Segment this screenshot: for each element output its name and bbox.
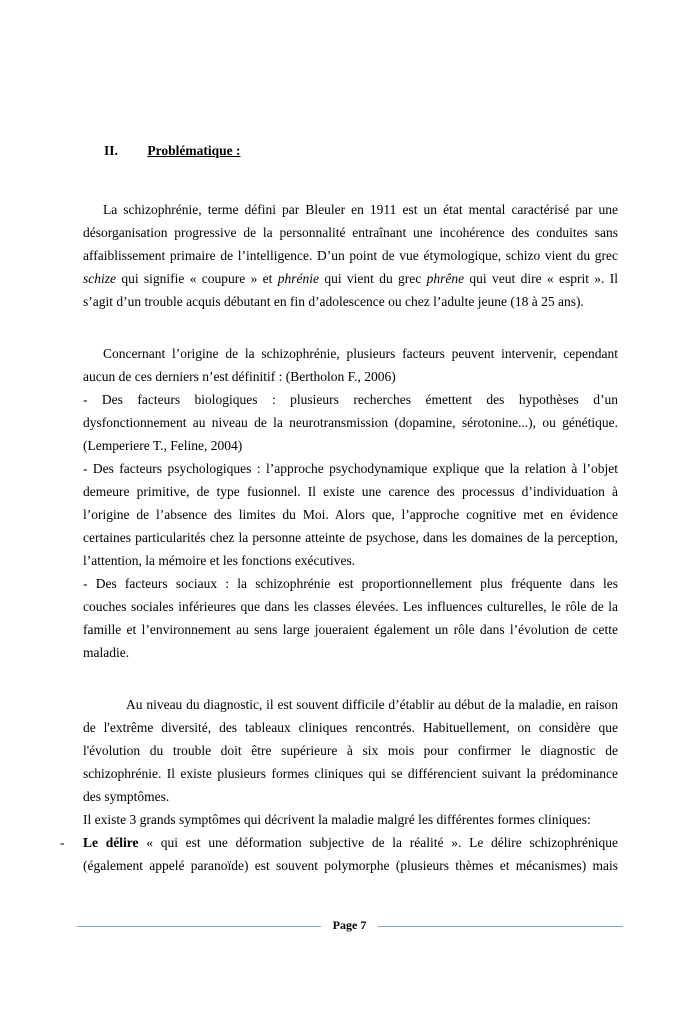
text-fragment: qui veut dire « esprit ». Il [464,271,618,286]
term-phrenie: phrénie [277,271,319,286]
text-line: maladie. [83,645,130,660]
text-line: famille et l’environnement au sens large joueraient également un rôle dans l’évolution de cette [83,622,618,637]
section-title: Problématique : [147,143,241,158]
text-line: des symptômes. [83,789,170,804]
text-line: (également appelé paranoïde) est souvent polymorphe (plusieurs thèmes et mécanismes) mais [83,858,618,873]
text-line: Il existe 3 grands symptômes qui décrivent la maladie malgré les différentes formes cliniques: [83,812,591,827]
paragraph-definition [83,198,618,313]
text-line-social: - Des facteurs sociaux : la schizophrénie est proportionnellement plus fréquente dans les [83,576,618,591]
text-fragment: « qui est une déformation subjective de la réalité ». Le délire schizophrénique [138,835,618,850]
page-number: Page 7 [332,918,367,932]
text-line: dysfonctionnement au niveau de la neurotransmission (dopamine, sérotonine...), ou génétique. [83,415,618,430]
text-line-biological: - Des facteurs biologiques : plusieurs recherches émettent des hypothèses d’un [83,392,618,407]
text-line: schizophrénie. Il existe plusieurs formes cliniques qui se différencient suivant la prédominance [83,766,618,781]
text-line-psychological: - Des facteurs psychologiques : l’approche psychodynamique explique que la relation à l’objet [83,461,618,476]
bullet-dash: - [60,835,65,850]
paragraph-origins [83,342,618,664]
text-line: l'évolution du trouble doit être supérieure à six mois pour confirmer le diagnostic de [83,743,618,758]
text-line: La schizophrénie, terme défini par Bleuler en 1911 est un état mental caractérisé par une [103,202,618,217]
footer-rule-right [378,926,623,927]
text-line: l’origine de l’absence des limites du Moi. Alors que, l’approche cognitive met en évidence [83,507,618,522]
text-line: (Lemperiere T., Feline, 2004) [83,438,243,453]
text-line [83,831,618,854]
text-fragment: qui signifie « coupure » et [116,271,278,286]
text-line: Au niveau du diagnostic, il est souvent difficile d’établir au début de la maladie, en raison [126,697,618,712]
bullet-content [83,831,618,877]
text-line: certaines particularités chez la personne atteinte de psychose, dans les domaines de la perception, [83,530,618,545]
text-line: de l'extrême diversité, des tableaux cliniques rencontrés. Habituellement, on considère que [83,720,618,735]
text-fragment: qui vient du grec [319,271,427,286]
term-phrene: phrêne [426,271,465,286]
footer-rule-left [77,926,321,927]
text-line: désorganisation progressive de la personnalité entraînant une incohérence des conduites sans [83,225,618,240]
paragraph-diagnosis [83,693,618,831]
term-schize: schize [83,271,116,286]
text-line: demeure primitive, de type fusionnel. Il existe une carence des processus d’individuation à [83,484,618,499]
bold-term: Le délire [83,835,139,850]
section-heading [104,143,241,159]
text-line: l’attention, la mémoire et les fonctions exécutives. [83,553,356,568]
text-line: aucun de ces derniers n’est définitif : (Bertholon F., 2006) [83,369,396,384]
text-line: couches sociales inférieures que dans les classes élevées. Les influences culturelles, le rôle de la [83,599,618,614]
text-line-etymology [83,267,618,290]
section-number: II. [104,143,118,158]
bullet-item-delire [60,831,618,877]
text-line: s’agit d’un trouble acquis débutant en fin d’adolescence ou chez l’adulte jeune (18 à 25 ans). [83,294,584,309]
text-line: Concernant l’origine de la schizophrénie, plusieurs facteurs peuvent intervenir, cependant [103,346,618,361]
text-line: affaiblissement primaire de l’intelligence. D’un point de vue étymologique, schizo vient du grec [83,248,618,263]
